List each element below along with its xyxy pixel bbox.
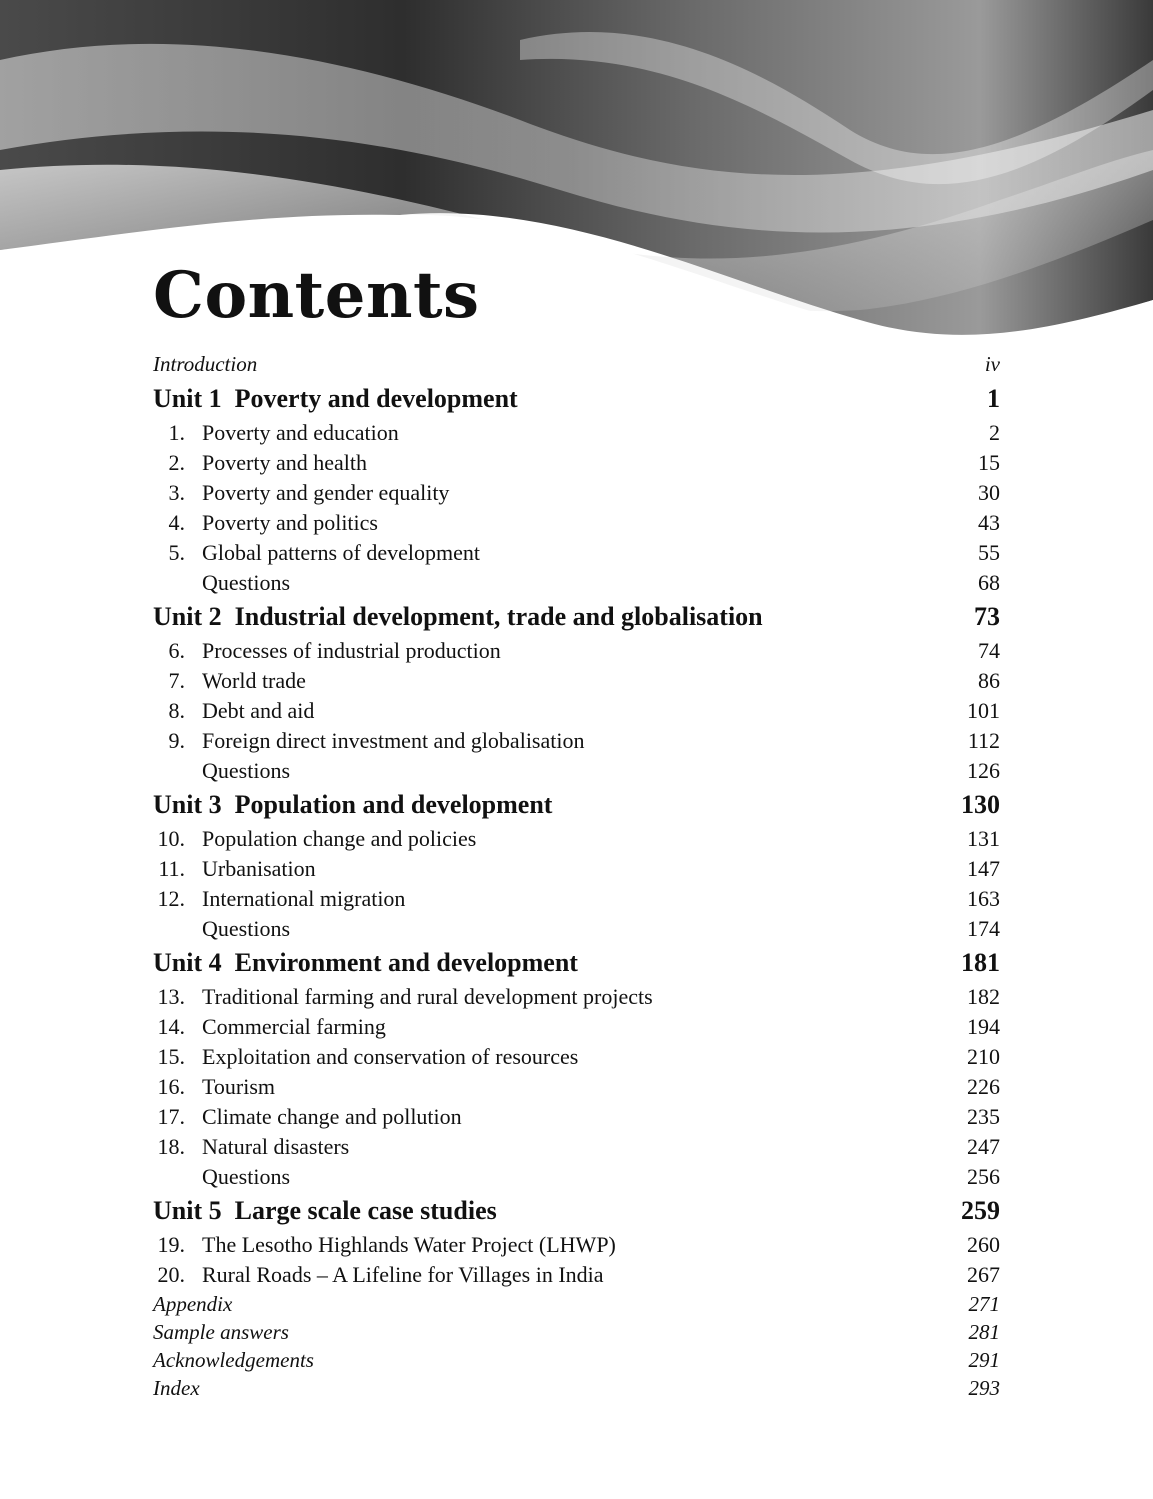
page-number: 194: [967, 1014, 1000, 1039]
chapter-number: 4.: [168, 510, 185, 535]
toc-chapter-entry: [153, 1230, 1000, 1260]
chapter-title: International migration: [202, 886, 406, 911]
chapter-label: [153, 508, 378, 538]
chapter-title: Global patterns of development: [202, 540, 480, 565]
chapter-number: 8.: [168, 698, 185, 723]
page-number: 112: [967, 728, 1000, 753]
chapter-number: 18.: [157, 1134, 185, 1159]
page-number: 182: [967, 984, 1000, 1009]
entry-label: Sample answers: [153, 1320, 289, 1344]
chapter-number: 17.: [157, 1104, 185, 1129]
chapter-title: Poverty and politics: [202, 510, 378, 535]
chapter-label: [153, 1012, 386, 1042]
chapter-title: Commercial farming: [202, 1014, 386, 1039]
unit-title: Unit 2 Industrial development, trade and globalisation: [153, 602, 763, 631]
chapter-label: [153, 636, 501, 666]
chapter-title: Questions: [202, 1164, 290, 1189]
chapter-label: [153, 478, 449, 508]
toc-chapter-entry: [153, 636, 1000, 666]
chapter-title: Natural disasters: [202, 1134, 350, 1159]
toc-chapter-entry: [153, 1162, 1000, 1192]
page-number: 260: [967, 1232, 1000, 1257]
chapter-label: [153, 448, 367, 478]
chapter-title: The Lesotho Highlands Water Project (LHWP): [202, 1232, 616, 1257]
chapter-number: 14.: [157, 1014, 185, 1039]
chapter-number: 13.: [157, 984, 185, 1009]
chapter-number: 15.: [157, 1044, 185, 1069]
toc-chapter-entry: [153, 508, 1000, 538]
chapter-title: Processes of industrial production: [202, 638, 501, 663]
chapter-label: [153, 1102, 462, 1132]
toc-back-matter-entry: [153, 1374, 1000, 1402]
chapter-title: Questions: [202, 570, 290, 595]
chapter-title: Poverty and gender equality: [202, 480, 450, 505]
page-number: 74: [978, 638, 1000, 663]
page-number: 147: [967, 856, 1000, 881]
chapter-number: 16.: [157, 1074, 185, 1099]
toc-chapter-entry: [153, 568, 1000, 598]
page-number: 43: [978, 510, 1000, 535]
toc-chapter-entry: [153, 696, 1000, 726]
page-number: 226: [967, 1074, 1000, 1099]
chapter-title: Traditional farming and rural development projects: [202, 984, 653, 1009]
chapter-number: 9.: [168, 728, 185, 753]
page-number: 247: [967, 1134, 1000, 1159]
toc-unit-heading: [153, 380, 1000, 418]
toc-front-matter-entry: [153, 350, 1000, 378]
chapter-title: Debt and aid: [202, 698, 315, 723]
page-number: 210: [967, 1044, 1000, 1069]
chapter-label: [153, 726, 584, 756]
chapter-number: 6.: [168, 638, 185, 663]
page-number: iv: [984, 352, 1000, 376]
chapter-number: 5.: [168, 540, 185, 565]
toc-unit-heading: [153, 1192, 1000, 1230]
toc-chapter-entry: [153, 854, 1000, 884]
chapter-number: 3.: [168, 480, 185, 505]
page-number: 163: [967, 886, 1000, 911]
chapter-label: [153, 1072, 275, 1102]
chapter-title: Foreign direct investment and globalisation: [202, 728, 585, 753]
entry-label: Introduction: [153, 352, 258, 376]
toc-back-matter-entry: [153, 1346, 1000, 1374]
chapter-number: 20.: [157, 1262, 185, 1287]
chapter-title: Poverty and health: [202, 450, 367, 475]
toc-chapter-entry: [153, 478, 1000, 508]
chapter-label: [153, 824, 476, 854]
toc-unit-heading: [153, 598, 1000, 636]
toc-chapter-entry: [153, 538, 1000, 568]
chapter-title: Rural Roads – A Lifeline for Villages in India: [202, 1262, 604, 1287]
page-number: 131: [967, 826, 1000, 851]
chapter-label: [153, 1260, 604, 1290]
chapter-number: 1.: [168, 420, 185, 445]
page-number: 281: [968, 1320, 1000, 1344]
unit-title: Unit 1 Poverty and development: [153, 384, 518, 413]
page-number: 271: [968, 1292, 1000, 1316]
chapter-title: Urbanisation: [202, 856, 316, 881]
table-of-contents: [153, 350, 1000, 1402]
chapter-label: [153, 418, 399, 448]
chapter-number: 19.: [157, 1232, 185, 1257]
page-number: 15: [978, 450, 1000, 475]
page-number: 293: [968, 1376, 1000, 1400]
page-number: 235: [967, 1104, 1000, 1129]
chapter-label: [153, 696, 314, 726]
unit-title: Unit 3 Population and development: [153, 790, 553, 819]
chapter-number: 2.: [168, 450, 185, 475]
chapter-label: [153, 666, 306, 696]
unit-title: Unit 5 Large scale case studies: [153, 1196, 497, 1225]
page-title: Contents: [153, 258, 480, 333]
chapter-number: 11.: [158, 856, 185, 881]
page-number: 55: [978, 540, 1000, 565]
page-number: 30: [978, 480, 1000, 505]
toc-chapter-entry: [153, 448, 1000, 478]
toc-chapter-entry: [153, 1260, 1000, 1290]
toc-chapter-entry: [153, 756, 1000, 786]
chapter-label: [153, 884, 405, 914]
chapter-title: Exploitation and conservation of resources: [202, 1044, 579, 1069]
chapter-label: [153, 1230, 616, 1260]
page-number: 68: [978, 570, 1000, 595]
page-number: 130: [961, 790, 1000, 819]
page-number: 267: [967, 1262, 1000, 1287]
toc-back-matter-entry: [153, 1318, 1000, 1346]
page-number: 1: [987, 384, 1000, 413]
page-number: 174: [967, 916, 1000, 941]
page-number: 126: [967, 758, 1000, 783]
chapter-label: [153, 982, 653, 1012]
chapter-title: Poverty and education: [202, 420, 399, 445]
entry-label: Appendix: [153, 1292, 233, 1316]
page-number: 259: [961, 1196, 1000, 1225]
toc-chapter-entry: [153, 914, 1000, 944]
chapter-title: Climate change and pollution: [202, 1104, 462, 1129]
toc-chapter-entry: [153, 824, 1000, 854]
chapter-title: Questions: [202, 758, 290, 783]
toc-unit-heading: [153, 786, 1000, 824]
toc-unit-heading: [153, 944, 1000, 982]
toc-back-matter-entry: [153, 1290, 1000, 1318]
toc-chapter-entry: [153, 1072, 1000, 1102]
chapter-title: Tourism: [202, 1074, 276, 1099]
chapter-label: [153, 568, 290, 598]
toc-chapter-entry: [153, 666, 1000, 696]
page-number: 101: [967, 698, 1000, 723]
chapter-number: 12.: [157, 886, 185, 911]
toc-chapter-entry: [153, 1012, 1000, 1042]
chapter-number: 7.: [168, 668, 185, 693]
chapter-label: [153, 538, 480, 568]
toc-chapter-entry: [153, 726, 1000, 756]
page-number: 291: [968, 1348, 1000, 1372]
page-number: 256: [967, 1164, 1000, 1189]
toc-chapter-entry: [153, 884, 1000, 914]
chapter-title: Population change and policies: [202, 826, 477, 851]
entry-label: Index: [153, 1376, 200, 1400]
page-number: 73: [974, 602, 1000, 631]
toc-chapter-entry: [153, 418, 1000, 448]
chapter-label: [153, 1042, 578, 1072]
chapter-label: [153, 914, 290, 944]
chapter-label: [153, 854, 316, 884]
page-number: 2: [989, 420, 1000, 445]
toc-chapter-entry: [153, 1132, 1000, 1162]
chapter-label: [153, 1162, 290, 1192]
page-number: 181: [961, 948, 1000, 977]
entry-label: Acknowledgements: [153, 1348, 314, 1372]
unit-title: Unit 4 Environment and development: [153, 948, 578, 977]
toc-chapter-entry: [153, 1042, 1000, 1072]
chapter-title: Questions: [202, 916, 290, 941]
chapter-label: [153, 1132, 349, 1162]
toc-chapter-entry: [153, 1102, 1000, 1132]
chapter-label: [153, 756, 290, 786]
chapter-title: World trade: [202, 668, 306, 693]
page-number: 86: [978, 668, 1000, 693]
toc-chapter-entry: [153, 982, 1000, 1012]
chapter-number: 10.: [157, 826, 185, 851]
